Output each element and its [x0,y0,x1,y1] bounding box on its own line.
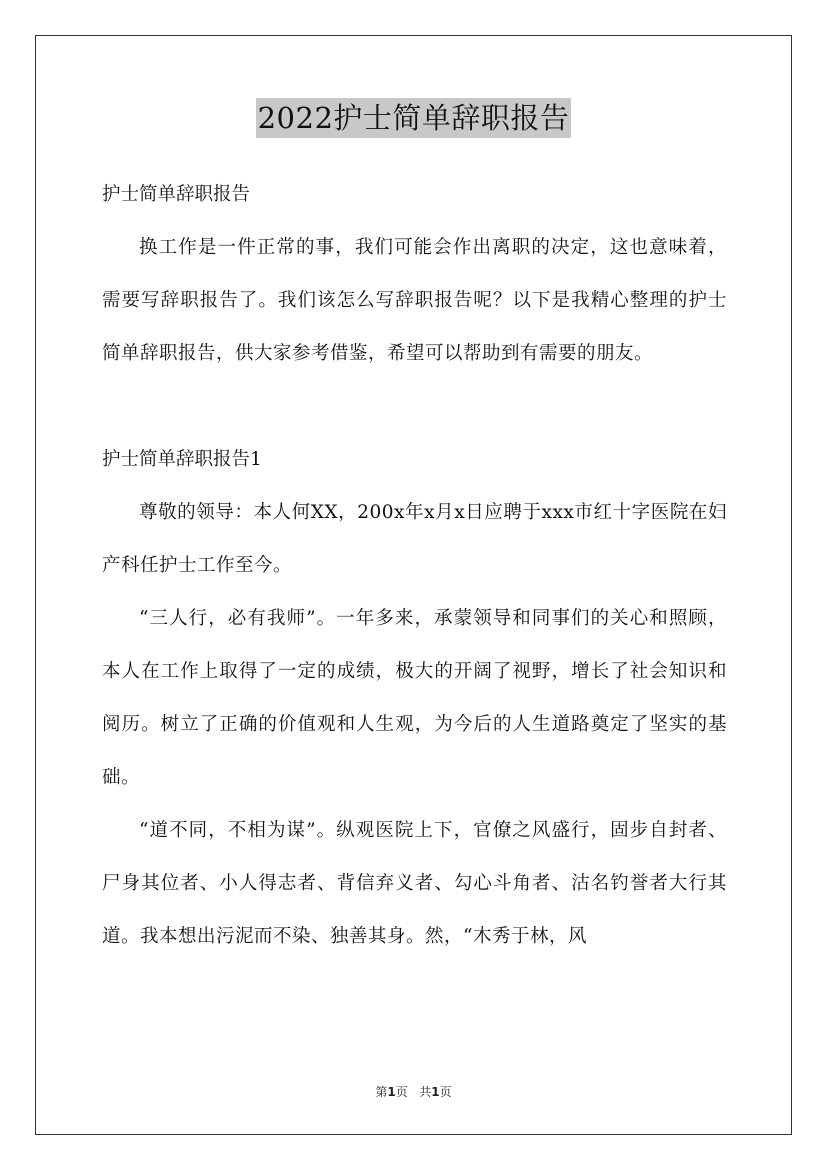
document-body [102,168,727,963]
document-title [0,98,827,138]
footer-total-pages: 1 [431,1085,440,1099]
body-paragraph-3: “道不同，不相为谋”。纵观医院上下，官僚之风盛行，固步自封者、尸身其位者、小人得志者、背信弃义者、勾心斗角者、沽名钓誉者大行其道。我本想出污泥而不染、独善其身。然，“木秀于林，风 [102,820,727,947]
intro-paragraph: 换工作是一件正常的事，我们可能会作出离职的决定，这也意味着，需要写辞职报告了。我们该怎么写辞职报告呢？以下是我精心整理的护士简单辞职报告，供大家参考借鉴，希望可以帮助到有需要的朋友。 [102,237,727,364]
footer-page-number: 1 [387,1085,396,1099]
body-paragraph-1: 尊敬的领导：本人何XX，200x年x月x日应聘于xxx市红十字医院在妇产科任护士工作至今。 [102,502,727,576]
document-title-text: 2022护士简单辞职报告 [256,98,572,138]
spacer [102,380,727,433]
footer-mid: 页 共 [395,1085,432,1099]
body-paragraph-2: “三人行，必有我师”。一年多来，承蒙领导和同事们的关心和照顾，本人在工作上取得了一定的成绩，极大的开阔了视野，增长了社会知识和阅历。树立了正确的价值观和人生观，为今后的人生道路奠定了坚实的基础。 [102,608,727,788]
footer-suffix: 页 [439,1085,452,1099]
page-footer [0,1083,827,1100]
document-subtitle: 护士简单辞职报告 [102,184,251,205]
footer-prefix: 第 [375,1085,388,1099]
section-heading: 护士简单辞职报告1 [102,449,262,470]
